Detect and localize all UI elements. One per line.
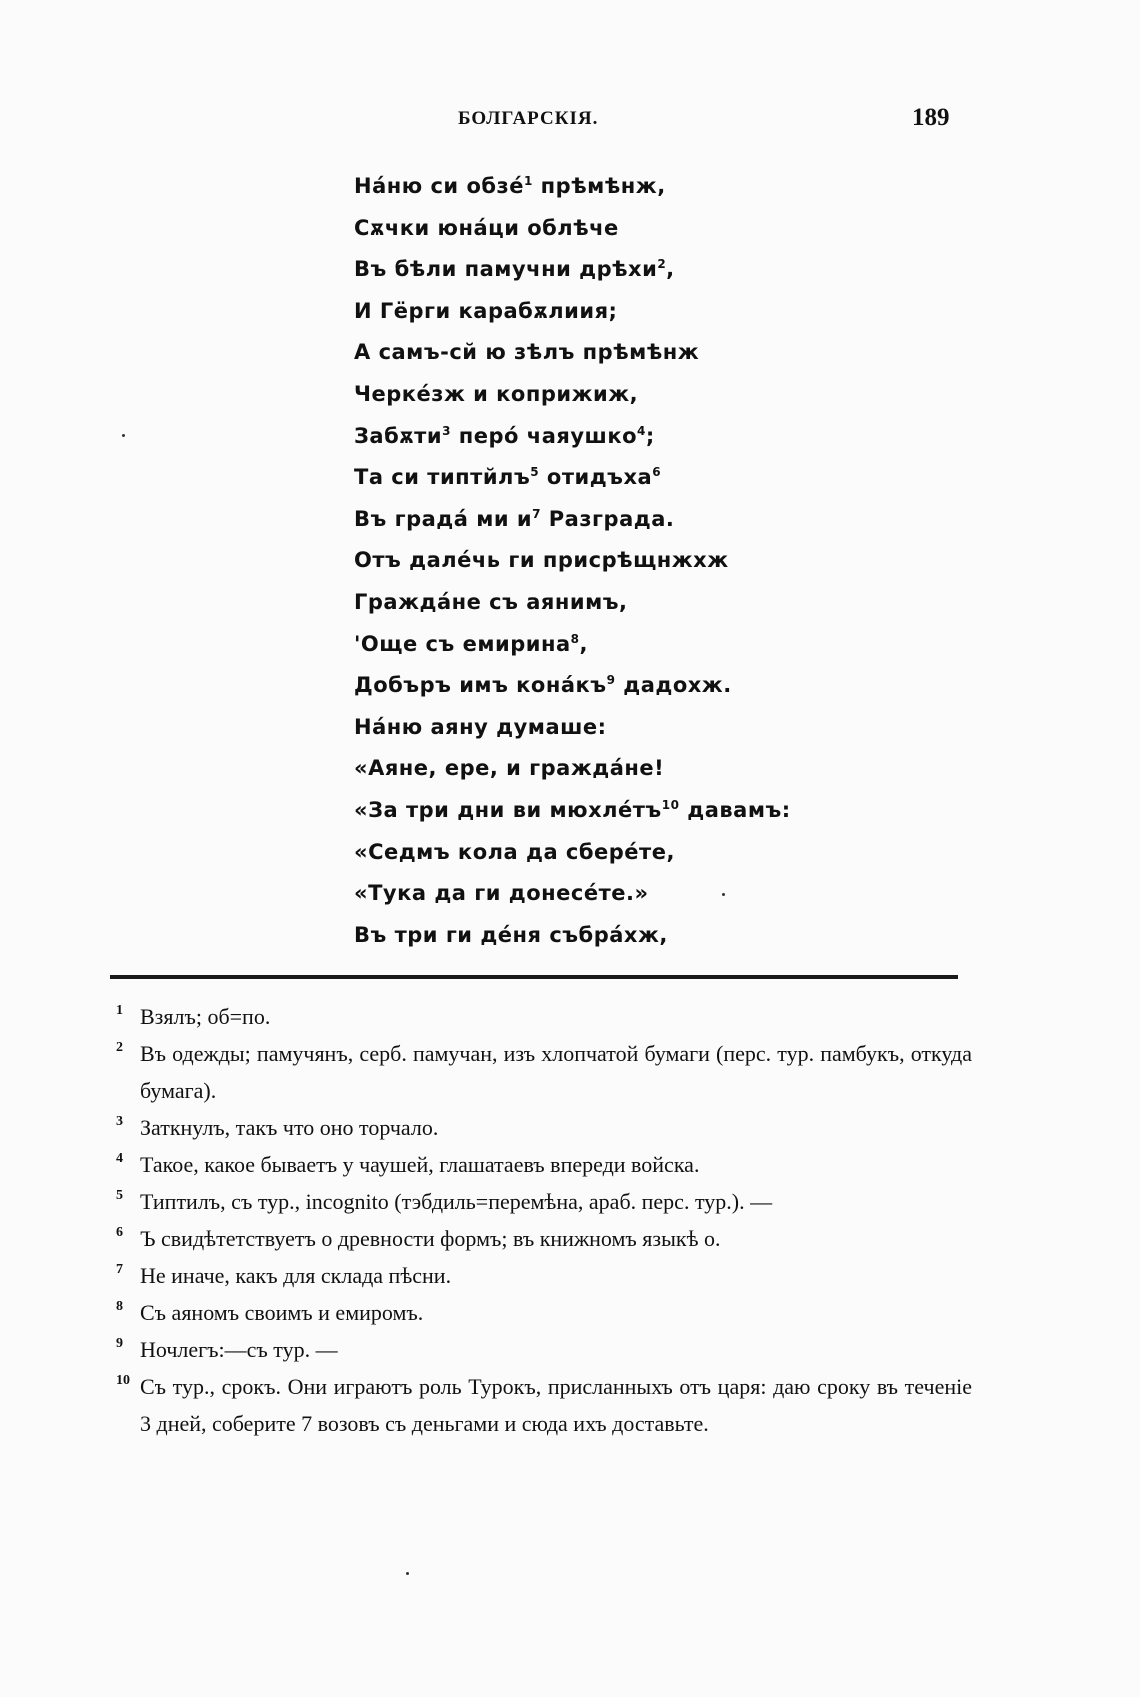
footnote — [116, 998, 972, 1035]
footnote-text: Типтилъ, съ тур., incognito (тэбдиль=перемѣна, араб. перс. тур.). — — [140, 1189, 773, 1214]
footnote-mark: 9 — [116, 1336, 123, 1351]
verse-line: Отъ далéчь ги присрѣщнжхж — [354, 548, 729, 573]
footnote — [116, 1035, 972, 1109]
footnote-text: Такое, какое бываетъ у чаушей, глашатаевъ впереди войска. — [140, 1152, 700, 1177]
footnote-rule — [110, 975, 958, 979]
verse-line: «Седмъ кола да сберéте, — [354, 839, 675, 864]
print-speck — [122, 434, 125, 437]
footnote-text: Ночлегъ:—съ тур. — — [140, 1337, 338, 1362]
footnote-text: Заткнулъ, такъ что оно торчало. — [140, 1115, 439, 1140]
print-speck — [406, 1572, 409, 1575]
verse-line: Въ градá ми $и^7$ Разграда. — [354, 506, 675, 531]
verse-line: Нáню аяну думаше: — [354, 714, 607, 739]
verse-line: «За три дни ви мюхлéтъ$^{10}$ давамъ: — [354, 797, 791, 822]
footnote-text: Съ тур., срокъ. Они играютъ роль Турокъ, присланныхъ отъ царя: даю сроку въ теченіе 3 дней, соберите 7 возовъ съ деньгами и сюда ихъ доставьте. — [140, 1374, 972, 1436]
footnote-text: Въ одежды; памучянъ, серб. памучан, изъ хлопчатой бумаги (перс. тур. памбукъ, откуда бумага). — [140, 1041, 972, 1103]
verse-line: Въ три ги дéня събрáхж, — [354, 922, 668, 947]
verse-line: Граждáне съ аянимъ, — [354, 589, 628, 614]
footnote — [116, 1368, 972, 1442]
verse-line: Чеpкéзж и коприжиж, — [354, 381, 639, 406]
verse-block — [354, 166, 854, 956]
footnote-text: Ъ свидѣтетствуетъ о древности формъ; въ книжномъ языкѣ о. — [140, 1226, 721, 1251]
verse-line: «Тука да ги донесéте.» — [354, 881, 649, 906]
footnote — [116, 1257, 972, 1294]
footnote-text: Съ аяномъ своимъ и емиромъ. — [140, 1300, 424, 1325]
footnote — [116, 1109, 972, 1146]
footnote-text: Не иначе, какъ для склада пѣсни. — [140, 1263, 452, 1288]
footnote-mark: 2 — [116, 1040, 123, 1055]
verse-line: Нáню си обзé$^1$ прѣмѣнж, — [354, 174, 666, 198]
verse-line: А самъ-сй ю зѣлъ прѣмѣнж — [354, 340, 700, 365]
verse-line: 'Още съ емирина$^8$, — [354, 631, 588, 656]
footnote-mark: 1 — [116, 1003, 123, 1018]
footnote-mark: 8 — [116, 1299, 123, 1314]
footnote-mark: 3 — [116, 1114, 123, 1129]
footnote — [116, 1331, 972, 1368]
footnote — [116, 1294, 972, 1331]
verse-line: Забѫти$^3$ перó чаяушко$^4$; — [354, 423, 655, 448]
footnote-mark: 6 — [116, 1225, 123, 1240]
print-speck — [722, 893, 725, 896]
footnote-mark: 5 — [116, 1188, 123, 1203]
page-number: 189 — [912, 104, 950, 131]
verse-line: Сѫчки юнáци облѣче — [354, 215, 619, 240]
verse-line: «Аяне, ере, и граждáне! — [354, 756, 665, 781]
verse-line: Въ бѣли памучни дрѣхи$^2$, — [354, 257, 675, 282]
verse-line: Та си типтйлъ$^5$ отидъха$^6$ — [354, 465, 662, 490]
footnote-mark: 4 — [116, 1151, 123, 1166]
footnote — [116, 1183, 972, 1220]
running-head: БОЛГАРСКІЯ. — [458, 108, 599, 129]
footnote-mark: 7 — [116, 1262, 123, 1277]
footnote-mark: 10 — [116, 1373, 130, 1388]
footnote — [116, 1146, 972, 1183]
footnote — [116, 1220, 972, 1257]
verse-line: И Гёрги карабѫлиия; — [354, 298, 618, 323]
footnote-text: Взялъ; об=по. — [140, 1004, 271, 1029]
footnotes-block — [116, 998, 972, 1442]
verse-line: Добъръ имъ $кона́къ^9$ дадохж. — [354, 673, 732, 698]
